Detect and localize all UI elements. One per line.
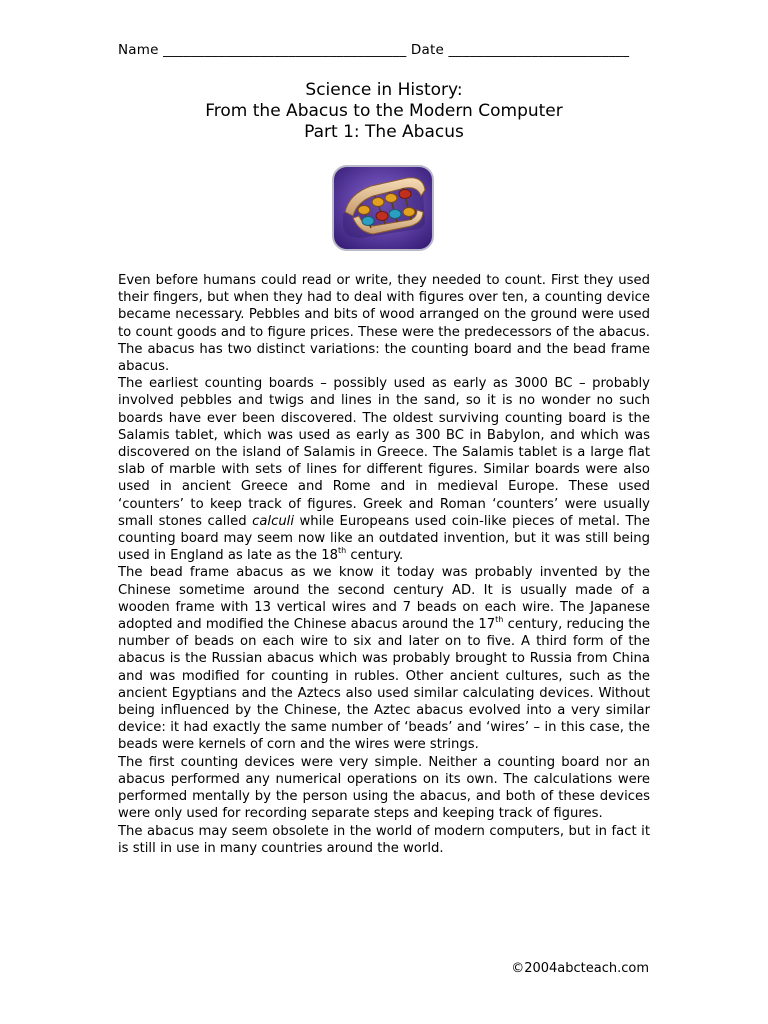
paragraph-5: The abacus may seem obsolete in the world of modern computers, but in fact it is still in use in many countries around the world. [118,823,650,856]
paragraph-3: The bead frame abacus as we know it today was probably invented by the Chinese sometime around the second century AD. It is usually made of a wooden frame with 13 vertical wires and 7 beads on each wire. The Japanese adopted and modified the Chinese abacus around the 17th century, reducing the number of beads on each wire to six and later on to five. A third form of the abacus is the Russian abacus which was probably brought to Russia from China and was modified for counting in rubles. Other ancient cultures, such as the ancient Egyptians and the Aztecs also used similar calculating devices. Without being influenced by the Chinese, the Aztec abacus evolved into a very similar device: it had exactly the same number of ‘beads’ and ‘wires’ – in this case, the beads were kernels of corn and the wires were strings. [118,565,651,753]
paragraph-4: The first counting devices were very simple. Neither a counting board nor an abacus performed any numerical operations on its own. The calculations were performed mentally by the person using the abacus, and both of these devices were only used for recording separate steps and keeping track of figures. [118,754,650,822]
calculi-term: calculi [252,513,295,529]
title-line-2: From the Abacus to the Modern Computer [205,101,563,121]
paragraph-1: Even before humans could read or write, they needed to count. First they used their fingers, but when they had to deal with figures over ten, a counting device became necessary. Pebbles and bits of wood arranged on the ground were used to count goods and to figure prices. These were the predecessors of the abacus. The abacus has two distinct variations: the counting board and the bead frame abacus. [118,273,650,375]
copyright-footer: ©2004abcteach.com [511,961,649,976]
title-line-1: Science in History: [305,80,463,100]
title-line-3: Part 1: The Abacus [304,122,464,142]
date-label: Date [410,42,444,58]
name-blank[interactable]: ___________________________________ [163,42,407,58]
abacus-icon [331,164,435,252]
article-body [118,272,650,857]
page-title [0,80,768,143]
name-label: Name [118,42,159,58]
paragraph-2: The earliest counting boards – possibly used as early as 3000 BC – probably involved pebbles and twigs and lines in the sand, so it is no wonder no such boards have ever been discovered. The oldest surviving counting board is the Salamis tablet, which was used as early as 300 BC in Babylon, and which was discovered on the island of Salamis in Greece. The Salamis tablet is a large flat slab of marble with sets of lines for different figures. Similar boards were also used in ancient Greece and Rome and in medieval Europe. These used ‘counters’ to keep track of figures. Greek and Roman ‘counters’ were usually small stones called calculi while Europeans used coin-like pieces of metal. The counting board may seem now like an outdated invention, but it was still being used in England as late as the 18th century. [118,376,650,564]
name-date-line [118,42,658,58]
date-blank[interactable]: __________________________ [448,42,630,58]
